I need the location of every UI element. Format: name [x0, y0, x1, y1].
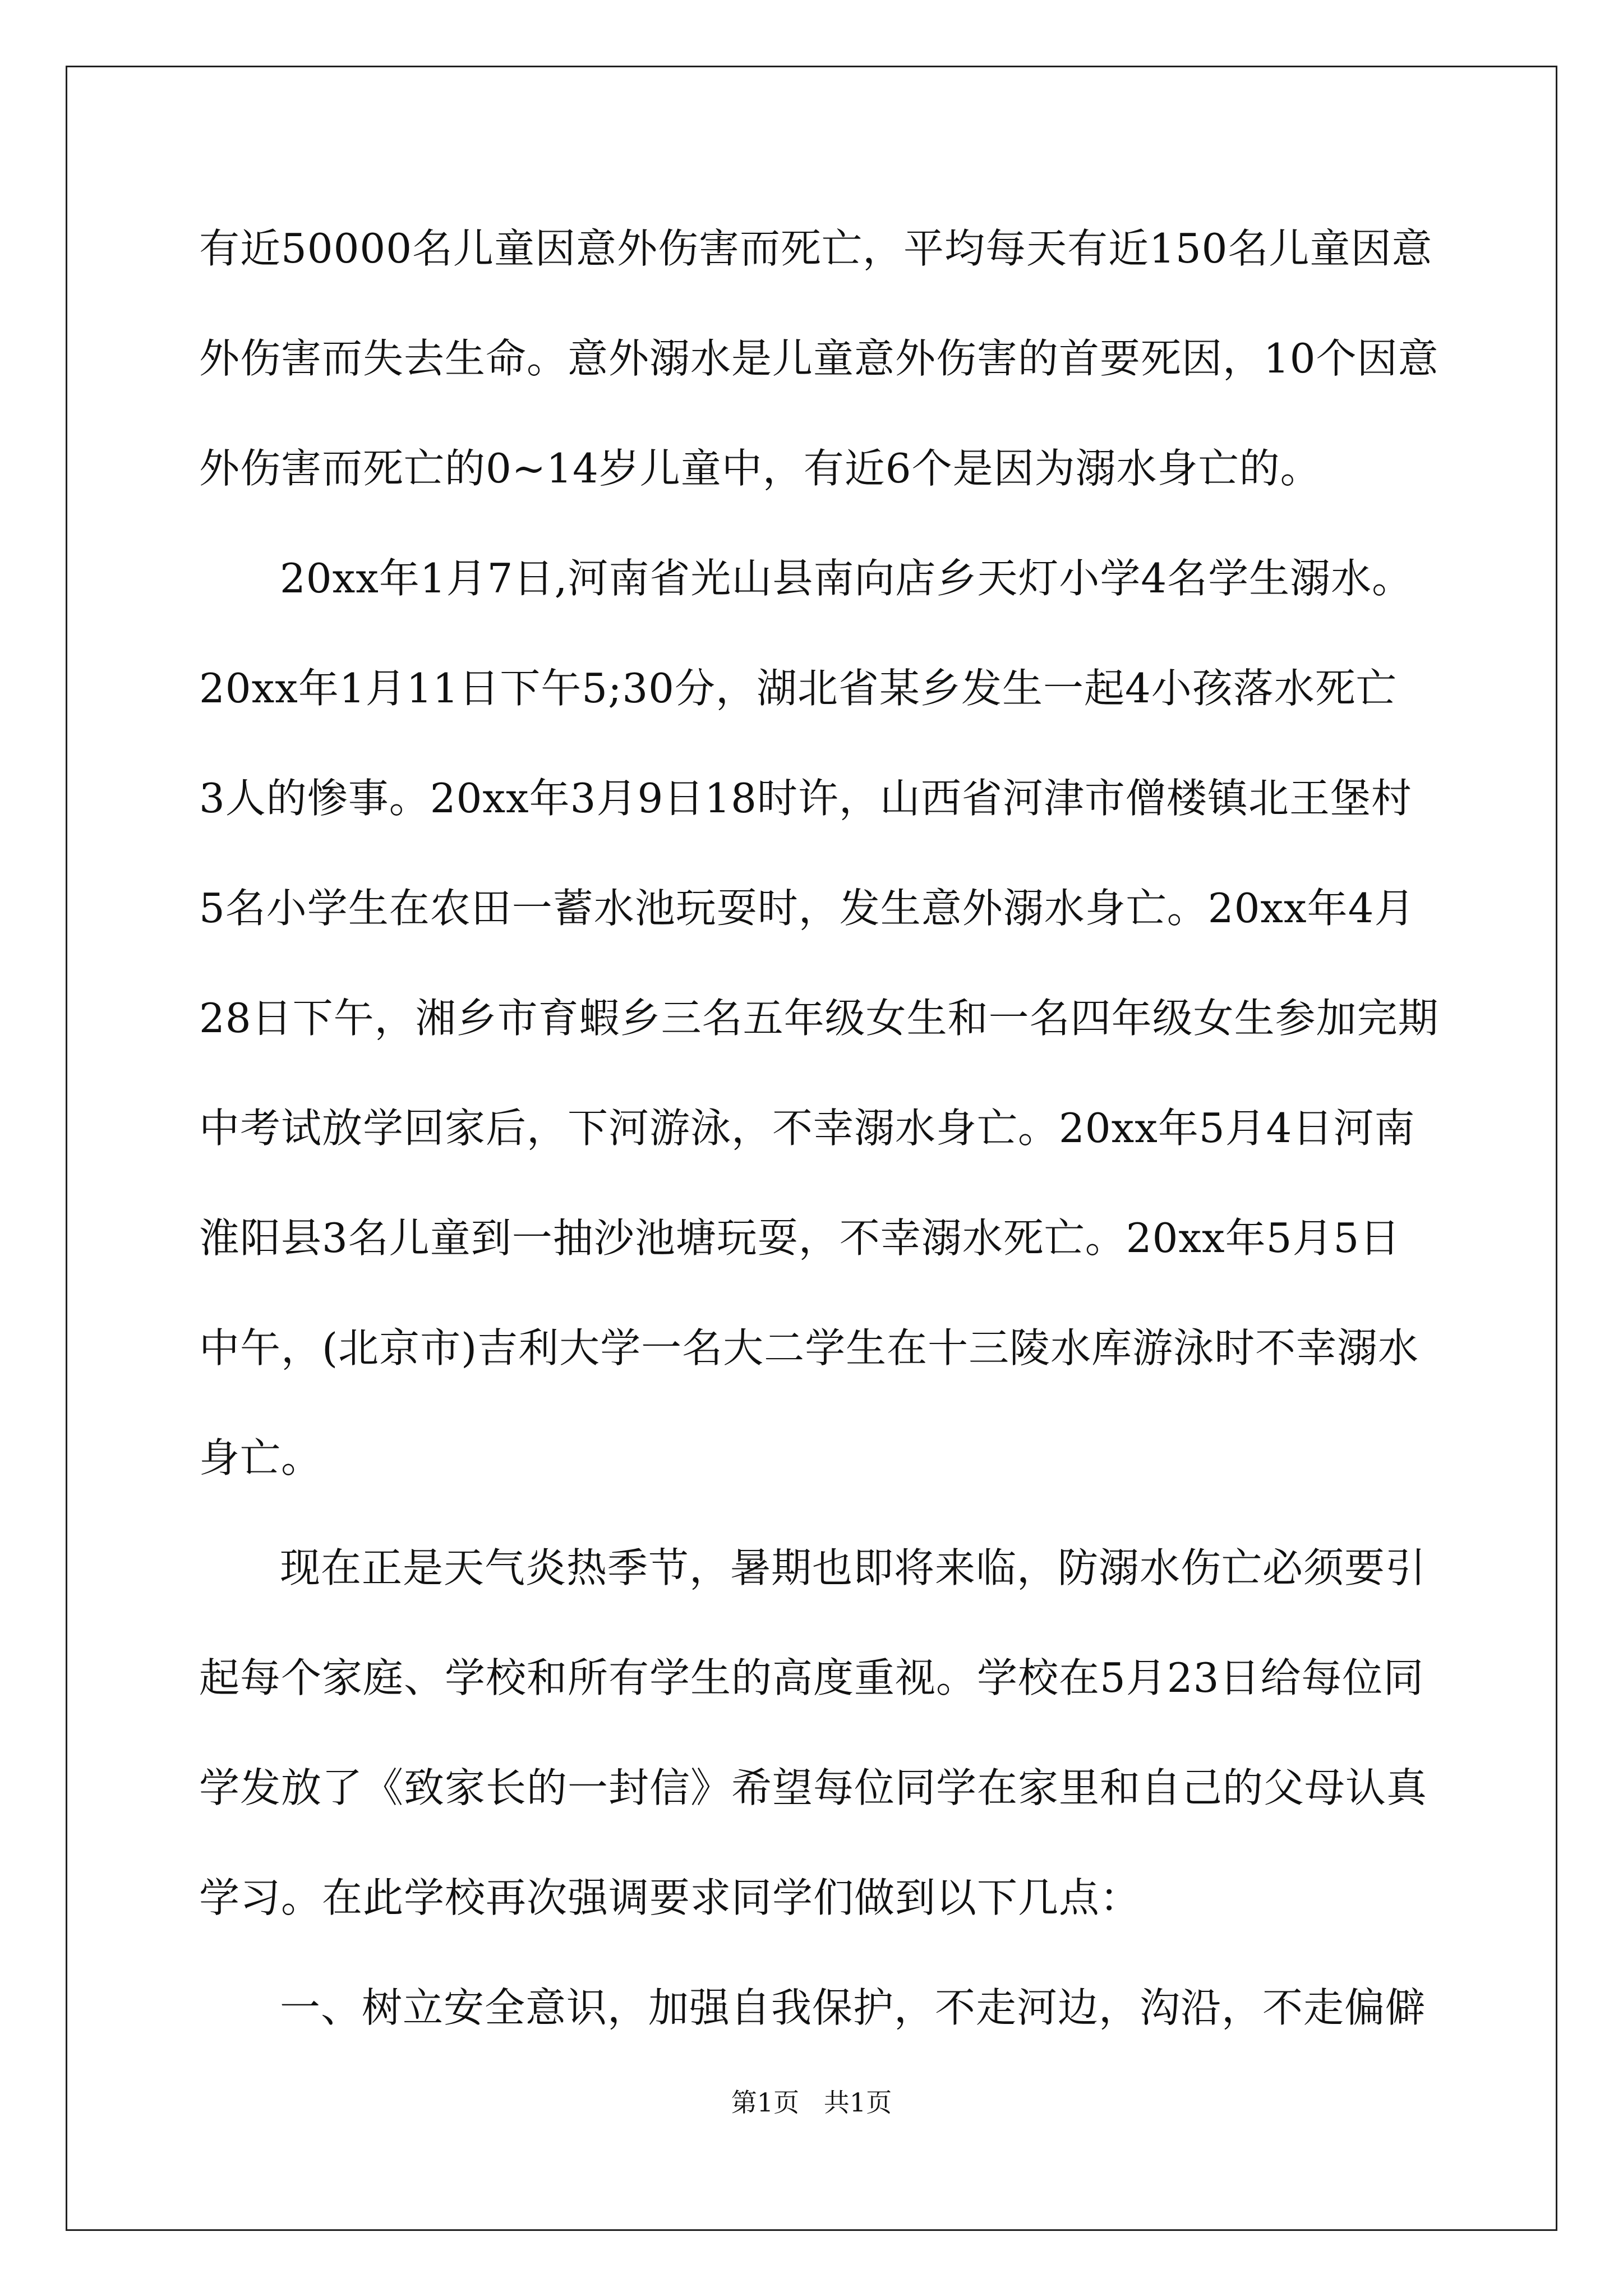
page-footer: 第1页 共1页	[731, 2087, 892, 2118]
text-line: 5名小学生在农田一蓄水池玩耍时，发生意外溺水身亡。20xx年4月	[199, 885, 1415, 932]
text-line: 20xx年1月7日,河南省光山县南向店乡天灯小学4名学生溺水。	[280, 555, 1413, 602]
text-line: 有近50000名儿童因意外伤害而死亡，平均每天有近150名儿童因意	[199, 225, 1433, 272]
text-line: 学习。在此学校再次强调要求同学们做到以下几点：	[199, 1874, 1141, 1921]
text-line: 中考试放学回家后，下河游泳，不幸溺水身亡。20xx年5月4日河南	[199, 1105, 1415, 1152]
text-line: 28日下午，湘乡市育蝦乡三名五年级女生和一名四年级女生参加完期	[199, 995, 1439, 1042]
text-line: 淮阳县3名儿童到一抽沙池塘玩耍，不幸溺水死亡。20xx年5月5日	[199, 1214, 1401, 1262]
text-line: 起每个家庭、学校和所有学生的高度重视。学校在5月23日给每位同	[199, 1654, 1424, 1701]
text-line: 3人的惨事。20xx年3月9日18时许，山西省河津市僧楼镇北王堡村	[199, 775, 1412, 822]
text-line: 中午，(北京市)吉利大学一名大二学生在十三陵水库游泳时不幸溺水	[199, 1324, 1419, 1372]
document-body	[199, 194, 1439, 2063]
text-line: 现在正是天气炎热季节，暑期也即将来临，防溺水伤亡必须要引	[280, 1544, 1427, 1591]
text-line: 身亡。	[199, 1434, 322, 1481]
text-line: 20xx年1月11日下午5;30分，湖北省某乡发生一起4小孩落水死亡	[199, 665, 1397, 712]
text-line: 学发放了《致家长的一封信》希望每位同学在家里和自己的父母认真	[199, 1764, 1428, 1811]
text-line: 一、树立安全意识，加强自我保护，不走河边，沟沿，不走偏僻	[280, 1984, 1427, 2031]
text-line: 外伤害而失去生命。意外溺水是儿童意外伤害的首要死因，10个因意	[199, 335, 1439, 382]
text-line: 外伤害而死亡的0~14岁儿童中，有近6个是因为溺水身亡的。	[199, 445, 1321, 492]
